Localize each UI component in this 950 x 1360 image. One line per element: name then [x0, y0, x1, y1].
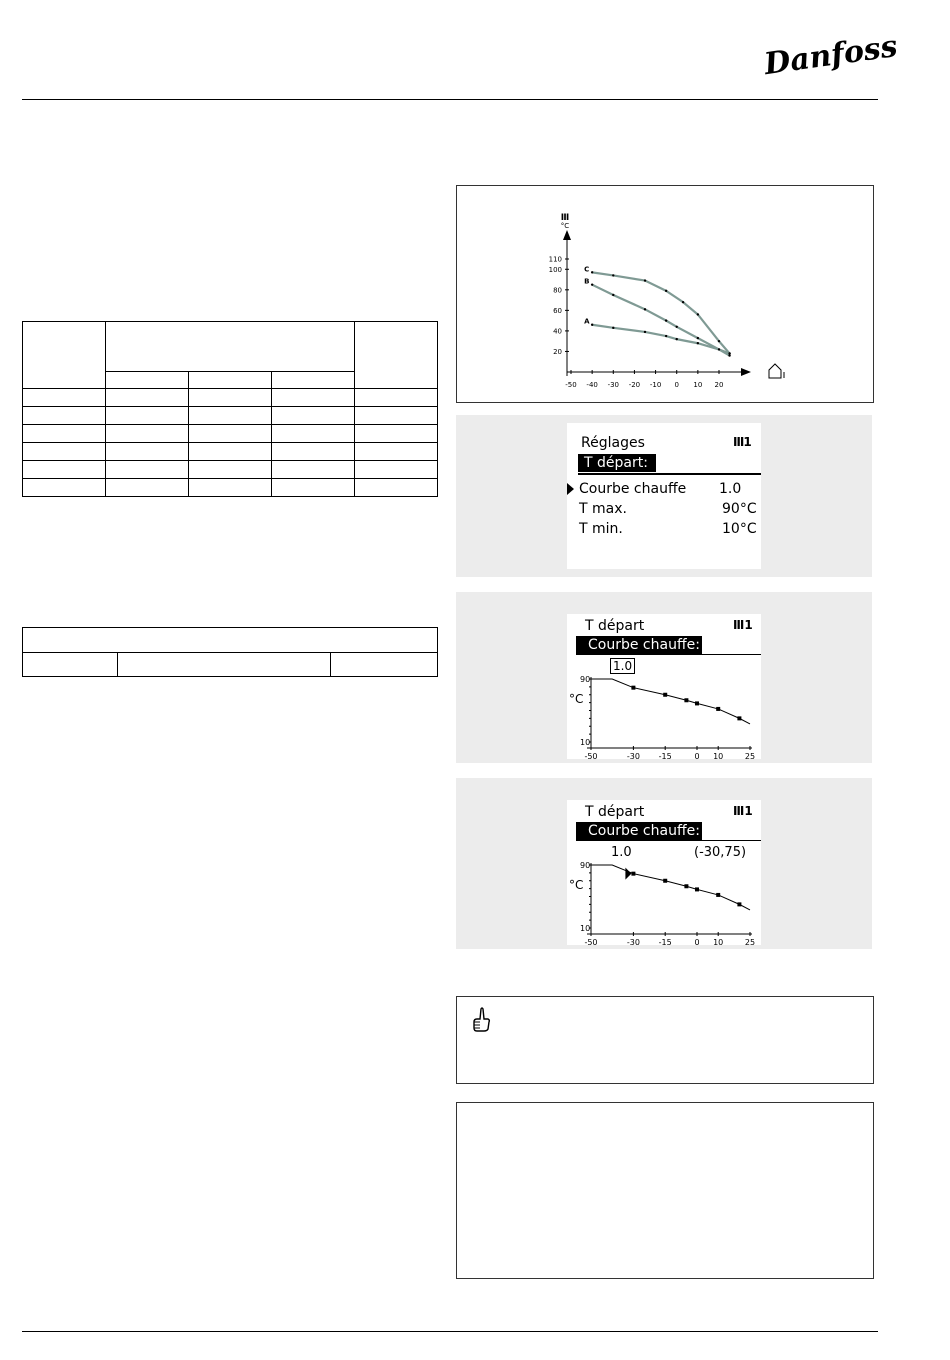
y-tick-label: 60 — [553, 306, 562, 315]
curve-screen-panel-1 — [456, 592, 872, 763]
cursor-coordinate: (-30,75) — [694, 845, 747, 860]
series-label-C: C — [584, 265, 590, 274]
x-tick-label: -50 — [565, 381, 577, 389]
y-tick-label: 100 — [548, 265, 562, 274]
series-point-B — [728, 354, 730, 356]
divider — [576, 840, 761, 841]
series-point-A — [591, 324, 593, 326]
series-label-B: B — [584, 277, 590, 286]
row-heating-curve-value: 1.0 — [719, 481, 742, 497]
mini-curve-point — [631, 686, 635, 690]
mini-x-tick-label: -30 — [626, 752, 640, 761]
screen-title: T départ — [585, 804, 645, 820]
mini-curve-point — [716, 707, 720, 711]
selected-menu[interactable] — [576, 636, 702, 654]
x-tick-label: -40 — [586, 381, 598, 389]
curve-screen-panel-2 — [456, 778, 872, 949]
row-tmin-label[interactable]: T min. — [579, 521, 623, 537]
x-tick-label: -10 — [649, 381, 662, 389]
mini-y-tick-label: 10 — [580, 924, 591, 933]
logo-text: Danfoss — [762, 28, 900, 83]
mini-x-tick-label: -15 — [658, 752, 672, 761]
mini-curve-point — [737, 902, 741, 906]
mini-x-tick-label: 0 — [694, 938, 700, 947]
curve-value: 1.0 — [611, 845, 632, 860]
mini-x-tick-label: -15 — [658, 938, 672, 947]
mini-curve-graph — [567, 856, 761, 945]
mini-curve-graph — [567, 670, 761, 759]
mini-x-tick-label: 25 — [744, 752, 756, 761]
y-tick-label: 20 — [553, 347, 562, 356]
data-table-2 — [22, 627, 438, 677]
mini-y-unit: °C — [569, 692, 584, 706]
mini-curve-point — [695, 887, 699, 891]
series-point-A — [612, 327, 614, 329]
mini-y-tick-label: 10 — [580, 738, 591, 747]
pointing-hand-icon — [471, 1007, 493, 1033]
mini-curve-point — [684, 698, 688, 702]
divider — [578, 473, 761, 475]
settings-screen-panel — [456, 415, 872, 577]
x-tick-label: 0 — [674, 381, 679, 389]
header-rule — [22, 99, 878, 100]
cursor-arrow-icon — [567, 483, 574, 495]
selected-menu-label: Courbe chauffe: — [576, 822, 702, 840]
selected-menu[interactable] — [576, 822, 702, 840]
mini-x-tick-label: 10 — [713, 938, 724, 947]
mini-cursor-icon — [625, 868, 631, 880]
series-point-A — [697, 342, 699, 344]
curve-value-box[interactable]: 1.0 — [610, 658, 635, 674]
row-heating-curve-label[interactable]: Courbe chauffe — [579, 481, 687, 497]
mini-curve-point — [631, 872, 635, 876]
series-line-C — [592, 272, 729, 353]
divider — [576, 654, 761, 655]
heating-curve-chart — [457, 186, 873, 402]
circuit-number: 1 — [743, 435, 752, 449]
circuit-number: 1 — [744, 618, 753, 632]
data-table-1 — [22, 321, 438, 497]
series-point-C — [612, 274, 614, 276]
radiator-icon: Ⅲ1 — [733, 618, 753, 632]
mini-x-tick-label: 25 — [744, 938, 756, 947]
x-tick-label: 20 — [714, 381, 724, 389]
row-tmax-label[interactable]: T max. — [579, 501, 627, 517]
series-point-C — [718, 340, 720, 342]
display-screen-3 — [567, 800, 761, 945]
row-tmin-value: 10°C — [722, 521, 757, 537]
mini-x-tick-label: 0 — [694, 752, 700, 761]
radiator-icon: Ⅲ1 — [733, 435, 752, 449]
x-tick-label: -20 — [628, 381, 641, 389]
mini-curve-line — [591, 865, 750, 910]
series-label-A: A — [584, 317, 590, 326]
series-point-C — [591, 271, 593, 273]
x-axis-arrow — [741, 368, 751, 376]
series-point-C — [644, 279, 646, 281]
series-point-A — [665, 335, 667, 337]
y-tick-label: 80 — [553, 286, 562, 295]
selected-menu-label: Courbe chauffe: — [576, 636, 702, 654]
series-point-B — [676, 326, 678, 328]
mini-x-tick-label: -50 — [584, 938, 598, 947]
mini-curve-point — [663, 879, 667, 883]
screen-title: Réglages — [581, 435, 645, 451]
circuit-number: 1 — [744, 804, 753, 818]
info-box — [456, 1102, 874, 1279]
series-point-B — [697, 337, 699, 339]
series-point-B — [665, 319, 667, 321]
series-point-C — [665, 290, 667, 292]
mini-curve-line — [591, 679, 750, 724]
mini-curve-point — [695, 701, 699, 705]
series-point-B — [612, 294, 614, 296]
display-screen-1 — [567, 423, 761, 569]
heating-curve-panel — [456, 185, 874, 403]
mini-x-tick-label: 10 — [713, 752, 724, 761]
series-point-A — [728, 352, 730, 354]
series-point-C — [697, 313, 699, 315]
house-icon — [769, 364, 781, 378]
mini-y-tick-label: 90 — [580, 861, 591, 870]
radiator-icon: Ⅲ1 — [733, 804, 753, 818]
selected-menu[interactable] — [578, 454, 656, 472]
y-axis-arrow — [563, 230, 571, 240]
danfoss-logo-graphic — [760, 28, 900, 83]
row-tmax-value: 90°C — [722, 501, 757, 517]
mini-x-tick-label: -30 — [626, 938, 640, 947]
radiator-icon: Ⅲ — [560, 213, 570, 223]
mini-curve-point — [737, 716, 741, 720]
series-point-B — [644, 308, 646, 310]
x-tick-label: -30 — [607, 381, 620, 389]
mini-y-unit: °C — [569, 878, 584, 892]
display-screen-2 — [567, 614, 761, 759]
note-box — [456, 996, 874, 1084]
y-tick-label: 110 — [548, 255, 562, 264]
screen-title: T départ — [585, 618, 645, 634]
footer-rule — [22, 1331, 878, 1332]
series-point-A — [644, 331, 646, 333]
mini-x-tick-label: -50 — [584, 752, 598, 761]
series-point-B — [591, 283, 593, 285]
series-point-A — [718, 348, 720, 350]
series-point-A — [676, 338, 678, 340]
series-point-C — [682, 301, 684, 303]
y-unit-label: °C — [560, 222, 570, 230]
mini-curve-point — [684, 884, 688, 888]
mini-curve-point — [716, 893, 720, 897]
x-tick-label: 10 — [693, 381, 703, 389]
selected-menu-label: T départ: — [578, 454, 656, 472]
y-tick-label: 40 — [553, 327, 562, 336]
danfoss-logo — [760, 28, 900, 83]
mini-y-tick-label: 90 — [580, 675, 591, 684]
mini-curve-point — [663, 693, 667, 697]
